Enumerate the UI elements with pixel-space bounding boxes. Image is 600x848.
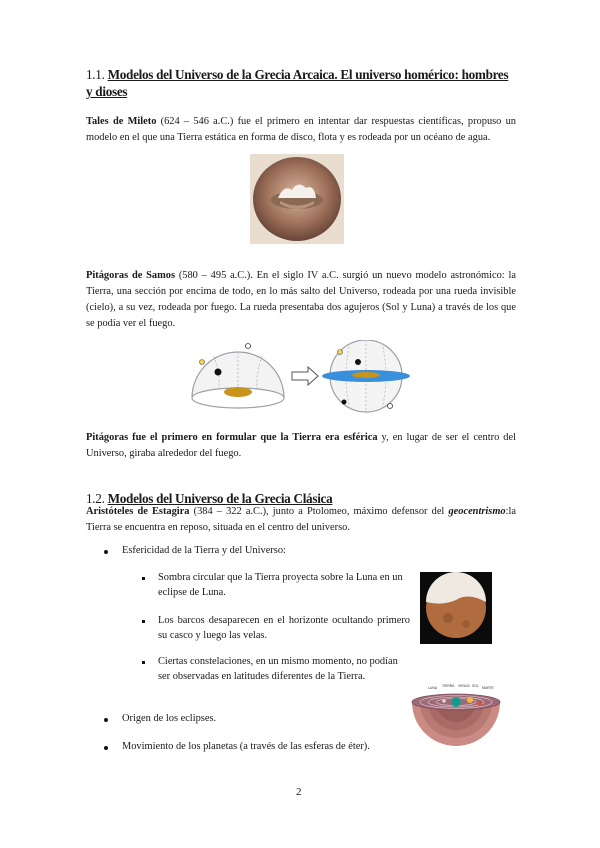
- sub-bullet-square: [142, 577, 145, 580]
- tales-paragraph: [86, 114, 516, 146]
- section-title: Modelos del Universo de la Grecia Clásica: [107, 491, 333, 506]
- geocentric-spheres-diagram: [408, 680, 504, 760]
- pitagoras-diagram: [180, 340, 420, 416]
- section-heading-1-1: [86, 66, 516, 100]
- diagram-label-tierra: TIERRA: [442, 684, 455, 688]
- pitagoras-sphere-paragraph: [86, 430, 516, 462]
- aristoteles-text: (384 – 322 a.C.), junto a Ptolomeo, máximo defensor del: [189, 506, 449, 517]
- sub-bullet-square: [142, 661, 145, 664]
- sub-bullet-barcos: Los barcos desaparecen en el horizonte ocultando primero su casco y luego las velas.: [158, 615, 410, 641]
- pitagoras-text: (580 – 495 a.C.). En el siglo IV a.C. surgió un nuevo modelo astronómico: la Tierra, una sección por encima de todo, en lo más salto del Universo, rodeada por una rueda invisible (cielo), a su vez, rodeada por fuego. La rueda presentaba dos agujeros (Sol y Luna) a través de los que se podía ver el fuego.: [86, 270, 516, 329]
- lunar-eclipse-image: [420, 572, 492, 644]
- bullet-planetas: Movimiento de los planetas (a través de las esferas de éter).: [122, 741, 370, 752]
- sub-bullet-constelaciones: Ciertas constelaciones, en un mismo momento, no podían ser observadas en latitudes diferentes de la Tierra.: [158, 656, 398, 682]
- tales-name: Tales de Mileto: [86, 116, 157, 127]
- diagram-label-marte: MARTE: [482, 686, 494, 690]
- bullet-dot: [104, 718, 108, 722]
- section-title: Modelos del Universo de la Grecia Arcaica. El universo homérico: hombres y dioses: [86, 67, 509, 99]
- bullet-dot: [104, 550, 108, 554]
- pitagoras-sphere-bold: Pitágoras fue el primero en formular que la Tierra era esférica: [86, 432, 378, 443]
- tales-text: (624 – 546 a.C.) fue el primero en intentar dar respuestas científicas, propuso un modelo en el que una Tierra estática en forma de disco, flota y es rodeada por un océano de agua.: [86, 116, 516, 143]
- section-number: 1.2.: [86, 491, 105, 506]
- diagram-label-sol: SOL: [472, 684, 479, 688]
- aristoteles-text-end: :la Tierra se encuentra en reposo, situada en el centro del universo.: [86, 506, 516, 533]
- bullet-eclipses: Origen de los eclipses.: [122, 713, 217, 724]
- geocentrismo-term: geocentrismo: [448, 506, 506, 517]
- pitagoras-paragraph: [86, 268, 516, 332]
- sub-bullet-sombra: Sombra circular que la Tierra proyecta sobre la Luna en un eclipse de Luna.: [158, 572, 403, 598]
- aristoteles-name: Aristóteles de Estagira: [86, 506, 190, 517]
- aristoteles-paragraph: [86, 504, 516, 536]
- bullet-dot: [104, 746, 108, 750]
- pitagoras-name: Pitágoras de Samos: [86, 270, 176, 281]
- pitagoras-sphere-text: y, en lugar de ser el centro del Universo, giraba alrededor del fuego.: [86, 432, 516, 459]
- diagram-label-venus: VENUS: [458, 684, 470, 688]
- page-number: 2: [296, 786, 302, 798]
- section-number: 1.1.: [86, 67, 105, 82]
- sub-bullet-square: [142, 620, 145, 623]
- bullet-esfericidad: Esfericidad de la Tierra y del Universo:: [122, 545, 286, 556]
- flat-earth-image: [250, 154, 344, 244]
- diagram-label-luna: LUNA: [428, 686, 438, 690]
